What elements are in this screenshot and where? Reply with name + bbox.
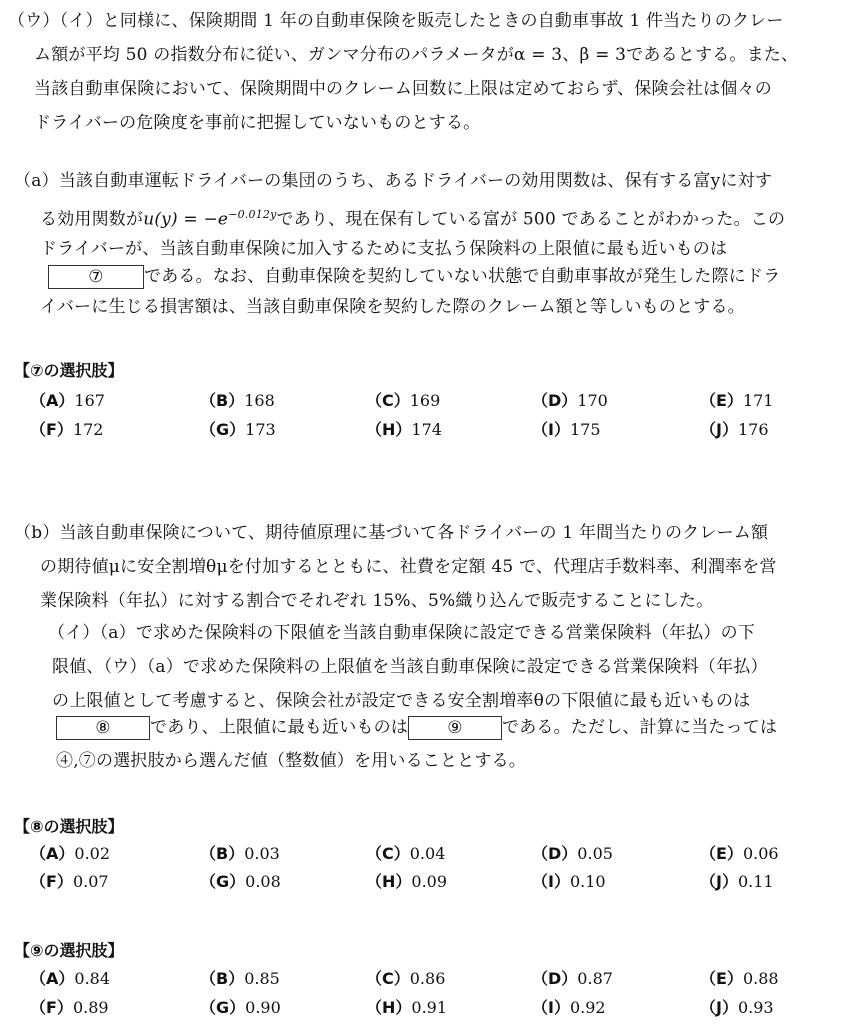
options-8-option-value: 0.04	[409, 844, 446, 863]
options-9-option-value: 0.93	[737, 998, 774, 1017]
options-8-option	[700, 841, 779, 864]
part-b-line-3: 業保険料（年払）に対する割合でそれぞれ 15%、5%織り込んで販売することにした。	[40, 591, 714, 611]
part-b-line-7-post: である。ただし、計算に当たっては	[502, 717, 778, 738]
options-7-option-label: （B）	[200, 391, 245, 410]
options-7-option-value: 170	[577, 391, 608, 410]
options-7-option-value: 172	[72, 420, 104, 439]
part-b-line-1: （b）当該自動車保険について、期待値原理に基づいて各ドライバーの 1 年間当たりのクレーム額	[14, 523, 769, 543]
options-9-option-label: （I）	[532, 998, 570, 1017]
options-8-option	[532, 841, 613, 864]
options-7-option-label: （D）	[532, 391, 578, 410]
options-8-option-label: （A）	[30, 844, 75, 863]
part-b-line-8: ④,⑦の選択肢から選んだ値（整数値）を用いることとする。	[56, 751, 527, 771]
options-9-option-label: （A）	[30, 969, 75, 988]
options-8-option-value: 0.08	[245, 872, 281, 891]
part-b-line-2: の期待値μに安全割増θμを付加するとともに、社費を定額 45 で、代理店手数料率、利潤率を営	[40, 557, 777, 577]
options-8-option-value: 0.06	[742, 844, 779, 863]
options-9-option	[700, 995, 774, 1018]
options-9-option-value: 0.89	[72, 998, 109, 1017]
options-7-option	[30, 388, 105, 411]
options-7-heading: 【⑦の選択肢】	[14, 361, 124, 380]
utility-function: u(y) = −e	[143, 209, 229, 230]
options-8-option	[200, 841, 280, 864]
options-8-option	[532, 869, 606, 892]
part-b-line-7-mid: であり、上限値に最も近いものは	[150, 717, 408, 738]
options-9-option-label: （C）	[366, 969, 410, 988]
answer-box-7: ⑦	[48, 265, 144, 289]
options-9-option-value: 0.92	[569, 998, 606, 1017]
options-8-option-value: 0.05	[577, 844, 613, 863]
options-8-option-label: （B）	[200, 844, 245, 863]
options-8-option	[30, 841, 110, 864]
part-a-line-1: （a）当該自動車運転ドライバーの集団のうち、あるドライバーの効用関数は、保有する富yに対す	[14, 171, 773, 191]
options-7-option-value: 176	[737, 420, 769, 439]
options-7-option-value: 173	[245, 420, 276, 439]
options-9-option-value: 0.87	[577, 969, 613, 988]
part-u-line-1: （ウ）（イ）と同様に、保険期間 1 年の自動車保険を販売したときの自動車事故 1 件当たりのクレー	[8, 11, 784, 31]
options-9-option-label: （B）	[200, 969, 245, 988]
options-9-option-value: 0.90	[245, 998, 281, 1017]
options-7-option	[532, 417, 601, 440]
options-8-option-label: （D）	[532, 844, 578, 863]
options-7-option-label: （H）	[366, 420, 412, 439]
options-7-option-label: （E）	[700, 391, 743, 410]
part-a-line-2	[40, 204, 785, 231]
options-8-option-label: （H）	[366, 872, 412, 891]
options-7-option-value: 168	[244, 391, 275, 410]
options-7-option-label: （I）	[532, 420, 570, 439]
options-8-option-value: 0.09	[411, 872, 448, 891]
options-7-option	[200, 417, 276, 440]
options-7-option-label: （G）	[200, 420, 246, 439]
options-8-option	[366, 841, 445, 864]
options-8-option-label: （G）	[200, 872, 246, 891]
options-8-option-label: （E）	[700, 844, 743, 863]
options-8-option	[366, 869, 447, 892]
options-7-option-value: 167	[74, 391, 105, 410]
part-a-line-4-post: である。なお、自動車保険を契約していない状態で自動車事故が発生した際にドラ	[144, 266, 781, 287]
options-7-option-value: 171	[742, 391, 774, 410]
options-9-option	[30, 966, 110, 989]
options-8-option	[700, 869, 774, 892]
options-7-option	[366, 388, 440, 411]
part-a-line-2-post: であり、現在保有している富が 500 であることがわかった。この	[276, 209, 786, 230]
options-9-option	[532, 966, 613, 989]
options-9-option	[30, 995, 109, 1018]
options-8-option-value: 0.03	[244, 844, 280, 863]
options-9-option	[366, 995, 447, 1018]
options-7-option-label: （C）	[366, 391, 410, 410]
options-8-option-value: 0.07	[72, 872, 109, 891]
options-9-option	[200, 966, 280, 989]
options-8-option	[30, 869, 109, 892]
part-b-line-7	[56, 716, 777, 740]
answer-box-9: ⑨	[408, 716, 502, 740]
options-8-option	[200, 869, 281, 892]
answer-box-8: ⑧	[56, 716, 150, 740]
options-8-option-label: （I）	[532, 872, 570, 891]
options-7-option	[700, 388, 773, 411]
options-9-option-value: 0.91	[411, 998, 448, 1017]
options-7-option	[532, 388, 608, 411]
options-9-option-label: （D）	[532, 969, 578, 988]
options-9-option-value: 0.85	[244, 969, 280, 988]
options-9-option-label: （F）	[30, 998, 73, 1017]
part-u-line-3: 当該自動車保険において、保険期間中のクレーム回数に上限は定めておらず、保険会社は個々の	[34, 79, 772, 99]
options-9-option	[700, 966, 779, 989]
part-a-line-4	[48, 265, 780, 289]
options-7-option	[366, 417, 442, 440]
options-9-option-label: （J）	[700, 998, 738, 1017]
options-7-option-label: （F）	[30, 420, 73, 439]
options-8-option-value: 0.11	[737, 872, 774, 891]
options-9-option-label: （G）	[200, 998, 246, 1017]
options-8-option-label: （C）	[366, 844, 410, 863]
options-8-option-value: 0.10	[569, 872, 606, 891]
options-9-option-value: 0.84	[74, 969, 111, 988]
options-7-option	[700, 417, 769, 440]
part-b-line-6: の上限値として考慮すると、保険会社が設定できる安全割増率θの下限値に最も近いものは	[52, 691, 751, 711]
options-7-option-label: （A）	[30, 391, 75, 410]
options-9-option	[532, 995, 606, 1018]
options-9-option-label: （H）	[366, 998, 412, 1017]
options-8-heading: 【⑧の選択肢】	[14, 817, 124, 836]
options-9-option-value: 0.86	[409, 969, 446, 988]
part-b-line-4: （イ）（a）で求めた保険料の下限値を当該自動車保険に設定できる営業保険料（年払）の下	[48, 623, 756, 643]
options-7-option	[30, 417, 103, 440]
part-u-line-4: ドライバーの危険度を事前に把握していないものとする。	[34, 113, 481, 133]
options-8-option-label: （J）	[700, 872, 738, 891]
options-8-option-value: 0.02	[74, 844, 111, 863]
options-9-heading: 【⑨の選択肢】	[14, 941, 124, 960]
part-u-line-2: ム額が平均 50 の指数分布に従い、ガンマ分布のパラメータがα = 3、β = 3であるとする。また、	[34, 45, 799, 65]
options-9-option	[366, 966, 445, 989]
options-7-option	[200, 388, 275, 411]
options-7-option-label: （J）	[700, 420, 738, 439]
options-7-option-value: 169	[409, 391, 441, 410]
options-9-option-value: 0.88	[742, 969, 779, 988]
options-9-option-label: （E）	[700, 969, 743, 988]
part-a-line-5: イバーに生じる損害額は、当該自動車保険を契約した際のクレーム額と等しいものとする。	[40, 297, 745, 317]
options-7-option-value: 174	[411, 420, 442, 439]
part-b-line-5: 限値、（ウ）（a）で求めた保険料の上限値を当該自動車保険に設定できる営業保険料（年払）	[52, 657, 768, 677]
utility-exponent: −0.012y	[228, 208, 277, 221]
part-a-line-3: ドライバーが、当該自動車保険に加入するために支払う保険料の上限値に最も近いものは	[40, 239, 728, 259]
options-7-option-value: 175	[569, 420, 601, 439]
options-9-option	[200, 995, 281, 1018]
options-8-option-label: （F）	[30, 872, 73, 891]
part-a-line-2-pre: る効用関数が	[40, 209, 144, 230]
